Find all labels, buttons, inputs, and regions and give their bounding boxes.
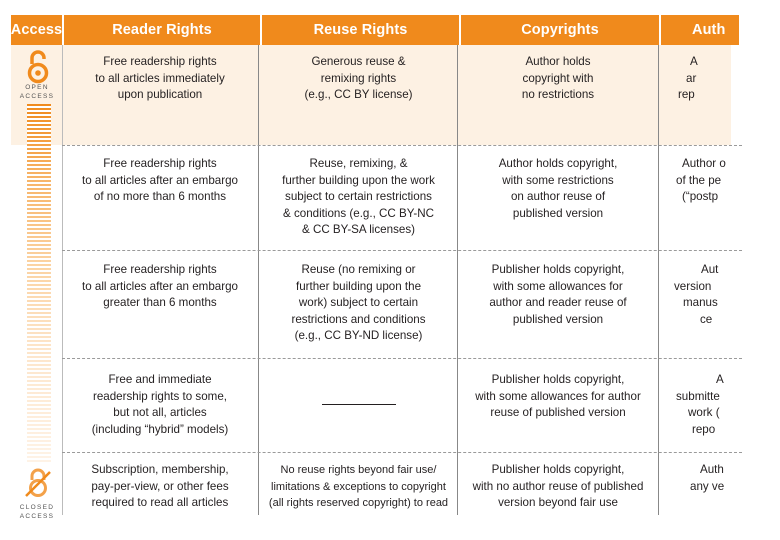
open-access-label-top: OPEN: [25, 84, 49, 91]
row-1-author-posting: [660, 54, 780, 104]
closed-access-lock-icon: [24, 468, 52, 498]
text-line: work) subject to certain: [298, 296, 419, 310]
text-line: submitte: [676, 389, 720, 403]
row-1-reader-rights: [62, 54, 258, 104]
column-divider: [658, 45, 659, 515]
row-4-author-posting: [660, 372, 780, 438]
text-line: with some allowances for author: [475, 389, 641, 403]
text-line: required to read all articles: [91, 496, 229, 510]
text-line: (“postp: [682, 190, 719, 204]
text-line: No reuse rights beyond fair use/: [280, 464, 437, 476]
row-5-copyrights: [459, 462, 657, 512]
text-line: upon publication: [117, 88, 203, 102]
open-access-lock-icon: [26, 50, 50, 84]
header-access: Access: [11, 15, 62, 45]
text-line: work (: [688, 406, 720, 420]
row-2-author-posting: [660, 156, 780, 206]
text-line: Author holds copyright,: [498, 157, 618, 170]
header-reader-rights: Reader Rights: [62, 15, 260, 45]
text-line: Aut: [701, 263, 719, 276]
row-divider: [62, 358, 742, 359]
text-line: of no more than 6 months: [93, 190, 227, 204]
closed-access-label: [12, 504, 62, 521]
header-copyrights: Copyrights: [459, 15, 659, 45]
text-line: with some allowances for: [493, 279, 623, 293]
text-line: rep: [678, 88, 695, 102]
open-access-label: [12, 84, 62, 101]
row-1-copyrights: [459, 54, 657, 104]
row-5-author-posting: [660, 462, 780, 495]
text-line: copyright with: [522, 71, 594, 85]
text-line: Free and immediate: [108, 373, 212, 386]
closed-access-label-bottom: ACCESS: [19, 512, 55, 520]
text-line: any ve: [690, 479, 725, 493]
text-line: version: [674, 279, 712, 293]
text-line: Author holds: [525, 55, 591, 68]
text-line: version beyond fair use: [498, 496, 618, 510]
row-divider: [62, 145, 742, 146]
text-line: of the pe: [676, 173, 722, 187]
text-line: author and reader reuse of: [489, 296, 627, 310]
column-divider: [457, 45, 458, 515]
text-line: & CC BY-SA licenses): [302, 223, 415, 237]
text-line: Publisher holds copyright,: [491, 263, 625, 276]
text-line: Generous reuse &: [311, 55, 406, 68]
text-line: manus: [683, 296, 718, 310]
text-line: A: [716, 373, 724, 386]
text-line: published version: [512, 312, 604, 326]
text-line: with no author reuse of published: [472, 479, 644, 493]
text-line: to all articles immediately: [95, 71, 225, 85]
text-line: A: [690, 55, 698, 68]
text-line: Auth: [700, 463, 724, 476]
row-3-reuse-rights: [260, 262, 457, 345]
text-line: readership rights to some,: [92, 389, 228, 403]
closed-access-label-top: CLOSED: [19, 504, 55, 511]
row-3-reader-rights: [62, 262, 258, 312]
text-line: & conditions (e.g., CC BY-NC: [283, 206, 434, 220]
row-3-author-posting: [660, 262, 780, 328]
text-line: pay-per-view, or other fees: [91, 479, 229, 493]
text-line: further building upon the: [295, 279, 422, 293]
row-2-reader-rights: [62, 156, 258, 206]
reuse-rights-not-applicable-line: [322, 404, 396, 405]
text-line: Reuse (no remixing or: [301, 263, 416, 276]
text-line: remixing rights: [320, 71, 397, 85]
row-divider: [62, 250, 742, 251]
row-5-reader-rights: [62, 462, 258, 512]
text-line: Free readership rights: [103, 263, 217, 276]
text-line: on author reuse of: [510, 190, 606, 204]
text-line: (e.g., CC BY-ND license): [294, 329, 423, 343]
row-divider: [62, 452, 742, 453]
text-line: repo: [692, 422, 716, 436]
row-4-copyrights: [459, 372, 657, 422]
text-line: published version: [512, 206, 604, 220]
row-5-reuse-rights: [260, 462, 457, 512]
text-line: Subscription, membership,: [91, 463, 229, 476]
row-4-reader-rights: [62, 372, 258, 438]
text-line: Free readership rights: [103, 157, 217, 170]
row-1-reuse-rights: [260, 54, 457, 104]
text-line: Author o: [682, 157, 726, 170]
text-line: limitations & exceptions to copyright: [271, 480, 446, 493]
text-line: ce: [700, 312, 713, 326]
access-gradient-bar: [27, 104, 51, 464]
text-line: (including “hybrid” models): [91, 422, 229, 436]
text-line: to all articles after an embargo: [82, 279, 238, 293]
text-line: (e.g., CC BY license): [304, 88, 413, 102]
text-line: Publisher holds copyright,: [491, 463, 625, 476]
text-line: no restrictions: [521, 88, 595, 102]
text-line: ar: [686, 71, 697, 85]
text-line: Reuse, remixing, &: [309, 157, 408, 170]
header-reuse-rights: Reuse Rights: [260, 15, 459, 45]
column-divider: [258, 45, 259, 515]
open-access-label-bottom: ACCESS: [19, 92, 55, 100]
row-3-copyrights: [459, 262, 657, 328]
text-line: but not all, articles: [113, 406, 207, 420]
text-line: to all articles after an embargo: [82, 173, 238, 187]
text-line: Free readership rights: [103, 55, 217, 68]
row-2-copyrights: [459, 156, 657, 222]
text-line: Publisher holds copyright,: [491, 373, 625, 386]
text-line: (all rights reserved copyright) to read: [268, 497, 449, 510]
text-line: reuse of published version: [490, 406, 626, 420]
text-line: with some restrictions: [502, 173, 614, 187]
text-line: further building upon the work: [282, 173, 435, 187]
text-line: subject to certain restrictions: [285, 190, 432, 204]
header-author-posting: Auth: [659, 15, 739, 45]
text-line: greater than 6 months: [103, 296, 217, 310]
text-line: restrictions and conditions: [291, 312, 426, 326]
row-2-reuse-rights: [260, 156, 457, 239]
